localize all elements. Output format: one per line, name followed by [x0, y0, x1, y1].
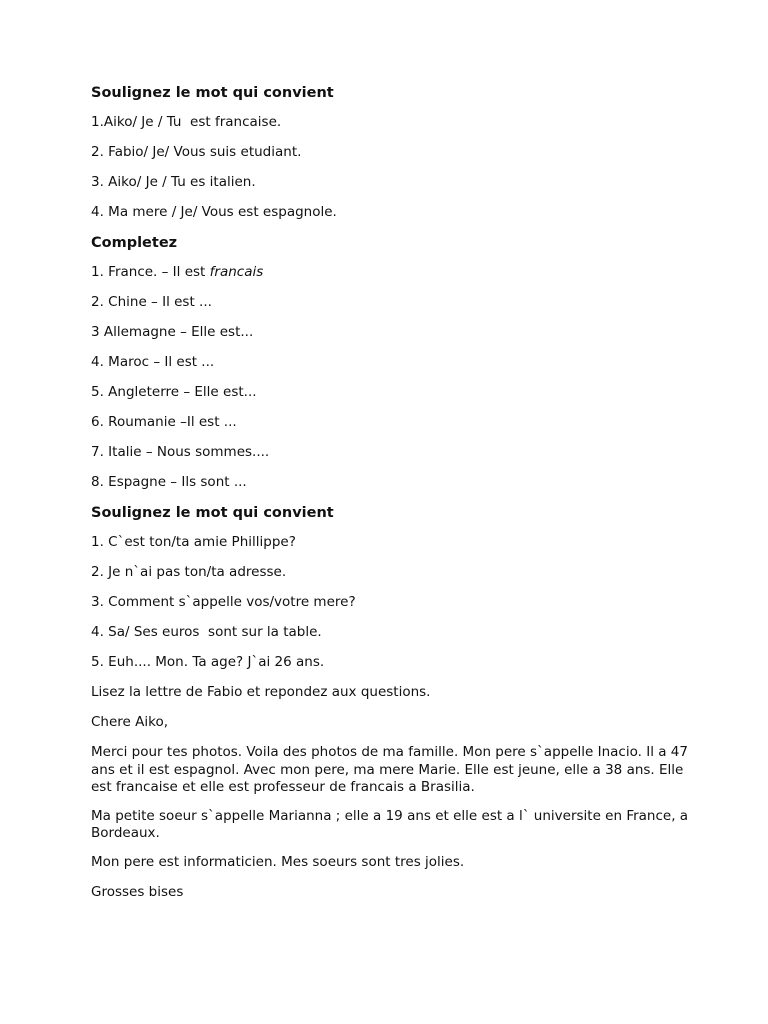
letter-paragraph-1: Merci pour tes photos. Voila des photos de ma famille. Mon pere s`appelle Inacio. Il a 47 ans et il est espagnol. Avec mon pere, ma mere Marie. Elle est jeune, elle a 38 ans. Elle est francaise et elle est professeur de francais a Brasilia. — [91, 744, 688, 795]
exercise-2-item-1-answer: francais — [209, 264, 264, 280]
exercise-1-item-3: 3. Aiko/ Je / Tu es italien. — [91, 174, 256, 190]
letter-paragraph-2: Ma petite soeur s`appelle Marianna ; elle a 19 ans et elle est a l` universite en France, a Bordeaux. — [91, 807, 689, 841]
letter-instruction: Lisez la lettre de Fabio et repondez aux questions. — [91, 684, 431, 700]
exercise-2-item-5: 5. Angleterre – Elle est... — [91, 384, 257, 400]
exercise-2-item-4: 4. Maroc – Il est ... — [91, 354, 215, 370]
document-page — [91, 84, 691, 914]
exercise-3-item-5: 5. Euh.... Mon. Ta age? J`ai 26 ans. — [91, 654, 325, 670]
exercise-3-item-4: 4. Sa/ Ses euros sont sur la table. — [91, 624, 322, 640]
exercise-3-item-1: 1. C`est ton/ta amie Phillippe? — [91, 534, 296, 550]
exercise-2-item-1-prefix: 1. France. – Il est — [91, 264, 210, 280]
exercise-1-item-1: 1.Aiko/ Je / Tu est francaise. — [91, 114, 282, 130]
exercise-1-item-2: 2. Fabio/ Je/ Vous suis etudiant. — [91, 144, 302, 160]
exercise-2-item-2: 2. Chine – Il est ... — [91, 294, 212, 310]
exercise-2-item-8: 8. Espagne – Ils sont ... — [91, 474, 247, 490]
exercise-2-item-3: 3 Allemagne – Elle est... — [91, 324, 254, 340]
exercise-3-item-3: 3. Comment s`appelle vos/votre mere? — [91, 594, 356, 610]
letter-greeting: Chere Aiko, — [91, 714, 169, 730]
exercise-2-item-1 — [91, 264, 691, 281]
exercise-1-item-4: 4. Ma mere / Je/ Vous est espagnole. — [91, 204, 337, 220]
exercise-2-item-7: 7. Italie – Nous sommes.... — [91, 444, 270, 460]
letter-closing: Grosses bises — [91, 883, 184, 900]
exercise-3-item-2: 2. Je n`ai pas ton/ta adresse. — [91, 564, 287, 580]
exercise-2-item-6: 6. Roumanie –Il est ... — [91, 414, 237, 430]
section-2-title: Completez — [91, 235, 178, 251]
letter-paragraph-3: Mon pere est informaticien. Mes soeurs sont tres jolies. — [91, 853, 465, 870]
section-1-title: Soulignez le mot qui convient — [91, 85, 334, 101]
section-3-title: Soulignez le mot qui convient — [91, 505, 334, 521]
